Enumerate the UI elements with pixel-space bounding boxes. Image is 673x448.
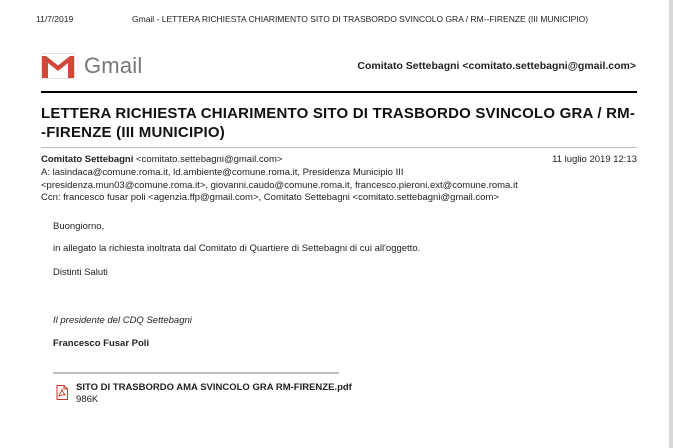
attachment[interactable] [56,382,352,405]
account-label: Comitato Settebagni <comitato.settebagni@gmail.com> [357,60,636,72]
attachment-info [76,382,352,405]
signature-role: Il presidente del CDQ Settebagni [53,315,192,326]
gmail-m-icon [41,53,75,79]
from-line [41,154,637,167]
body-closing: Distinti Saluti [53,267,108,278]
page-edge [669,0,673,448]
bcc-line: Ccn: francesco fusar poli <agenzia.ffp@gmail.com>, Comitato Settebagni <comitato.settebagni@gmail.com> [41,192,499,203]
signature-name: Francesco Fusar Poli [53,338,150,349]
subject-divider [41,147,637,148]
print-title: Gmail - LETTERA RICHIESTA CHIARIMENTO SITO DI TRASBORDO SVINCOLO GRA / RM--FIRENZE (III MUNICIPIO) [132,14,589,24]
sender-name: Comitato Settebagni [41,154,134,165]
print-date: 11/7/2019 [36,14,74,24]
attachment-divider [53,372,339,374]
gmail-brand [41,51,142,81]
message-header [41,154,637,205]
body-greeting: Buongiorno, [53,221,105,232]
recipients-line-1: A: lasindaca@comune.roma.it, ld.ambiente@comune.roma.it, Presidenza Municipio III [41,167,404,178]
recipients-line-2: <presidenza.mun03@comune.roma.it>, giovanni.caudo@comune.roma.it, francesco.pieroni.ext@comune.roma.it [41,179,518,191]
attachment-size: 986K [76,394,99,405]
sender-email: <comitato.settebagni@gmail.com> [136,154,283,165]
attachment-filename[interactable]: SITO DI TRASBORDO AMA SVINCOLO GRA RM-FIRENZE.pdf [76,382,352,393]
message-date: 11 luglio 2019 12:13 [552,154,637,165]
body-paragraph: in allegato la richiesta inoltrata dal Comitato di Quartiere di Settebagni di cui all'oggetto. [53,243,421,254]
header-divider [41,91,637,93]
brand-name: Gmail [84,53,143,78]
pdf-file-icon [56,385,68,400]
email-subject: LETTERA RICHIESTA CHIARIMENTO SITO DI TRASBORDO SVINCOLO GRA / RM--FIRENZE (III MUNICIPIO) [41,105,636,141]
